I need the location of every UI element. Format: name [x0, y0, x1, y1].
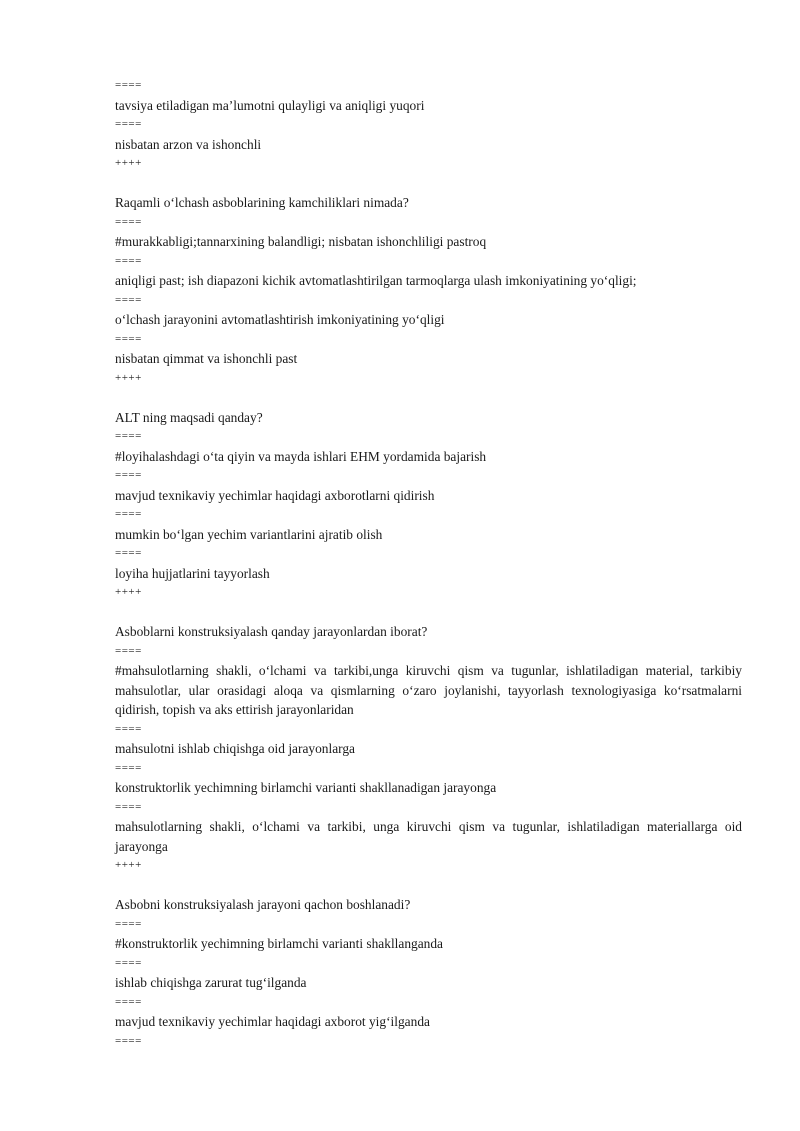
- answer-separator: ====: [115, 761, 142, 774]
- answer-text: mavjud texnikaviy yechimlar haqidagi axborot yig‘ilganda: [115, 1014, 430, 1029]
- question-end-marker: ++++: [115, 157, 142, 169]
- question-end-marker: ++++: [115, 859, 142, 871]
- question-end-marker: ++++: [115, 371, 142, 384]
- question-text: Raqamli o‘lchash asboblarining kamchiliklari nimada?: [115, 195, 409, 210]
- question-block: [115, 895, 742, 1051]
- answer-text: mahsulotlarning shakli, o‘lchami va tarkibi, unga kiruvchi qism va tugunlar, ishlatiladigan materiallarga oid jarayonga: [115, 819, 742, 854]
- answer-separator: ====: [115, 547, 142, 559]
- answer-separator: ====: [115, 332, 142, 345]
- spacer: [115, 388, 742, 408]
- question-text: Asbobni konstruksiyalash jarayoni qachon boshlanadi?: [115, 897, 411, 912]
- answer-separator: ====: [115, 79, 142, 91]
- answer-separator: ====: [115, 800, 142, 813]
- answer-text: konstruktorlik yechimning birlamchi varianti shakllanadigan jarayonga: [115, 780, 497, 795]
- answer-separator: ====: [115, 293, 142, 306]
- answer-separator: ====: [115, 215, 142, 228]
- answer-separator: ====: [115, 956, 142, 969]
- question-block: [115, 193, 742, 388]
- answer-text: nisbatan arzon va ishonchli: [115, 136, 262, 152]
- spacer: [115, 174, 742, 194]
- question-block: [115, 622, 742, 876]
- answer-separator: ====: [115, 722, 142, 735]
- answer-separator: ====: [115, 917, 142, 930]
- answer-separator: ====: [115, 995, 142, 1008]
- answer-text: mahsulotni ishlab chiqishga oid jarayonlarga: [115, 741, 355, 756]
- answer-separator: ====: [115, 254, 142, 267]
- answer-separator: ====: [115, 469, 142, 481]
- correct-answer-text: #konstruktorlik yechimning birlamchi varianti shakllanganda: [115, 936, 443, 951]
- answer-text: tavsiya etiladigan ma’lumotni qulayligi va aniqligi yuqori: [115, 97, 425, 113]
- correct-answer-text: #mahsulotlarning shakli, o‘lchami va tarkibi,unga kiruvchi qism va tugunlar, ishlatiladigan material, tarkibiy mahsulotlar, ular orasidagi aloqa va qismlarning o‘zaro joylanishi, tayyorlash texnologiyasiga ko‘rsatmalarni qidirish, topish va aks ettirish jarayonlaridan: [115, 663, 742, 717]
- answer-text: loyiha hujjatlarini tayyorlash: [115, 565, 270, 581]
- correct-answer-text: #murakkabligi;tannarxining balandligi; nisbatan ishonchliligi pastroq: [115, 234, 487, 249]
- spacer: [115, 876, 742, 896]
- answer-separator: ====: [115, 644, 142, 657]
- spacer: [115, 603, 742, 623]
- answer-separator: ====: [115, 1034, 142, 1047]
- answer-separator: ====: [115, 118, 142, 130]
- correct-answer-text: #loyihalashdagi o‘ta qiyin va mayda ishlari EHM yordamida bajarish: [115, 448, 487, 464]
- answer-text: mavjud texnikaviy yechimlar haqidagi axborotlarni qidirish: [115, 487, 435, 503]
- question-block: [115, 408, 742, 603]
- answer-text: nisbatan qimmat va ishonchli past: [115, 351, 298, 366]
- answer-separator: ====: [115, 430, 142, 442]
- question-end-marker: ++++: [115, 586, 142, 598]
- answer-text: ishlab chiqishga zarurat tug‘ilganda: [115, 975, 307, 990]
- question-text: ALT ning maqsadi qanday?: [115, 409, 263, 425]
- document-page: [115, 76, 742, 1051]
- answer-text: aniqligi past; ish diapazoni kichik avtomatlashtirilgan tarmoqlarga ulash imkoniyatining yo‘qligi;: [115, 273, 637, 288]
- question-text: Asboblarni konstruksiyalash qanday jarayonlardan iborat?: [115, 624, 428, 639]
- answer-separator: ====: [115, 508, 142, 520]
- answer-text: o‘lchash jarayonini avtomatlashtirish imkoniyatining yo‘qligi: [115, 312, 445, 327]
- answer-text: mumkin bo‘lgan yechim variantlarini ajratib olish: [115, 526, 383, 542]
